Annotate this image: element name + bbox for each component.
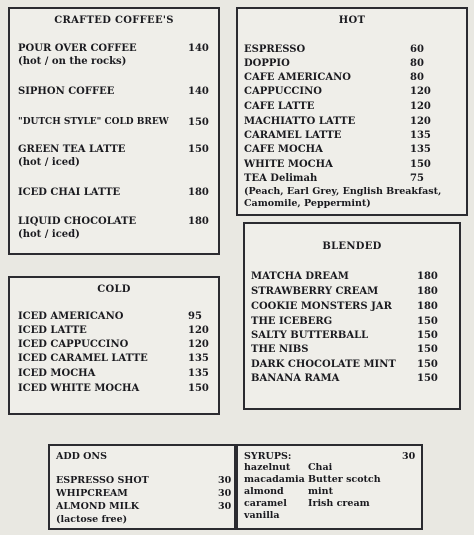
section-title: BLENDED [322,241,382,252]
item-name: MACHIATTO LATTE [244,116,356,127]
item-name: COOKIE MONSTERS JAR [251,301,392,312]
item-name: CAPPUCCINO [244,86,322,97]
item-name: CARAMEL LATTE [244,130,342,141]
section-title: SYRUPS: [244,451,292,462]
item-name: THE NIBS [251,344,309,355]
item-price: 150 [188,383,209,394]
add-ons-section [48,444,236,530]
item-price: 140 [188,43,209,54]
item-name: BANANA RAMA [251,373,340,384]
item-price: 95 [188,311,202,322]
item-price: 135 [410,144,431,155]
syrup-flavor: mint [308,486,333,497]
syrup-flavor: macadamia [244,474,305,485]
item-price: 120 [188,325,209,336]
syrup-flavor: hazelnut [244,462,291,473]
item-price: 150 [417,344,438,355]
item-price: 80 [410,58,424,69]
tea-flavors-note: (Peach, Earl Grey, English Breakfast, Camomile, Peppermint) [244,186,442,209]
section-title: HOT [338,15,366,26]
item-name: THE ICEBERG [251,316,333,327]
item-name: SALTY BUTTERBALL [251,330,369,341]
item-price: 30 [218,475,232,486]
item-price: 150 [188,117,209,128]
item-name: TEA Delimah [244,173,318,184]
blended-section [243,222,461,410]
item-name: ICED CAPPUCCINO [18,339,129,350]
item-name: ICED MOCHA [18,368,96,379]
item-name: SIPHON COFFEE [18,86,115,97]
item-name: ICED CARAMEL LATTE [18,353,148,364]
item-price: 180 [417,271,438,282]
item-price: 120 [410,101,431,112]
crafted-coffees-section [8,7,220,255]
item-price: 30 [218,488,232,499]
item-name: GREEN TEA LATTE [18,144,126,155]
item-name: ICED AMERICANO [18,311,124,322]
syrup-flavor: caramel [244,498,287,509]
item-name: STRAWBERRY CREAM [251,286,379,297]
item-name: DARK CHOCOLATE MINT [251,359,396,370]
syrups-section [236,444,423,530]
syrups-price: 30 [402,451,416,462]
item-name: POUR OVER COFFEE [18,43,137,54]
item-price: 150 [417,359,438,370]
item-price: 135 [188,353,209,364]
item-name: ICED CHAI LATTE [18,187,121,198]
cold-section [8,276,220,415]
syrup-flavor: Chai [308,462,333,473]
item-name: LIQUID CHOCOLATE [18,216,137,227]
item-name: ICED WHITE MOCHA [18,383,140,394]
item-price: 150 [188,144,209,155]
item-price: 135 [188,368,209,379]
item-name: ESPRESSO SHOT [56,475,149,486]
section-title: COLD [97,284,131,295]
item-price: 150 [410,159,431,170]
section-title: CRAFTED COFFEE'S [54,15,174,26]
section-title: ADD ONS [56,451,107,462]
item-name: ALMOND MILK [56,501,139,512]
item-price: 150 [417,316,438,327]
item-price: 180 [188,216,209,227]
item-option: (hot / on the rocks) [18,56,127,67]
item-name: WHITE MOCHA [244,159,333,170]
item-price: 120 [410,116,431,127]
item-name: WHIPCREAM [56,488,128,499]
item-option: (hot / iced) [18,229,80,240]
item-name: MATCHA DREAM [251,271,349,282]
item-price: 120 [410,86,431,97]
item-name: CAFE MOCHA [244,144,323,155]
item-name: ESPRESSO [244,44,306,55]
item-name: "DUTCH STYLE" COLD BREW [18,117,169,127]
item-name: DOPPIO [244,58,290,69]
hot-section [236,7,468,216]
item-price: 180 [188,187,209,198]
syrup-flavor: Butter scotch [308,474,381,485]
item-option: (lactose free) [56,514,128,525]
item-price: 60 [410,44,424,55]
item-price: 180 [417,286,438,297]
item-price: 135 [410,130,431,141]
item-option: (hot / iced) [18,157,80,168]
item-price: 180 [417,301,438,312]
item-price: 150 [417,373,438,384]
item-name: CAFE LATTE [244,101,315,112]
syrup-flavor: Irish cream [308,498,370,509]
item-price: 30 [218,501,232,512]
item-name: CAFE AMERICANO [244,72,351,83]
item-price: 120 [188,339,209,350]
item-price: 80 [410,72,424,83]
syrup-flavor: vanilla [244,510,280,521]
syrup-flavor: almond [244,486,284,497]
item-price: 140 [188,86,209,97]
item-price: 75 [410,173,424,184]
item-price: 150 [417,330,438,341]
item-name: ICED LATTE [18,325,87,336]
